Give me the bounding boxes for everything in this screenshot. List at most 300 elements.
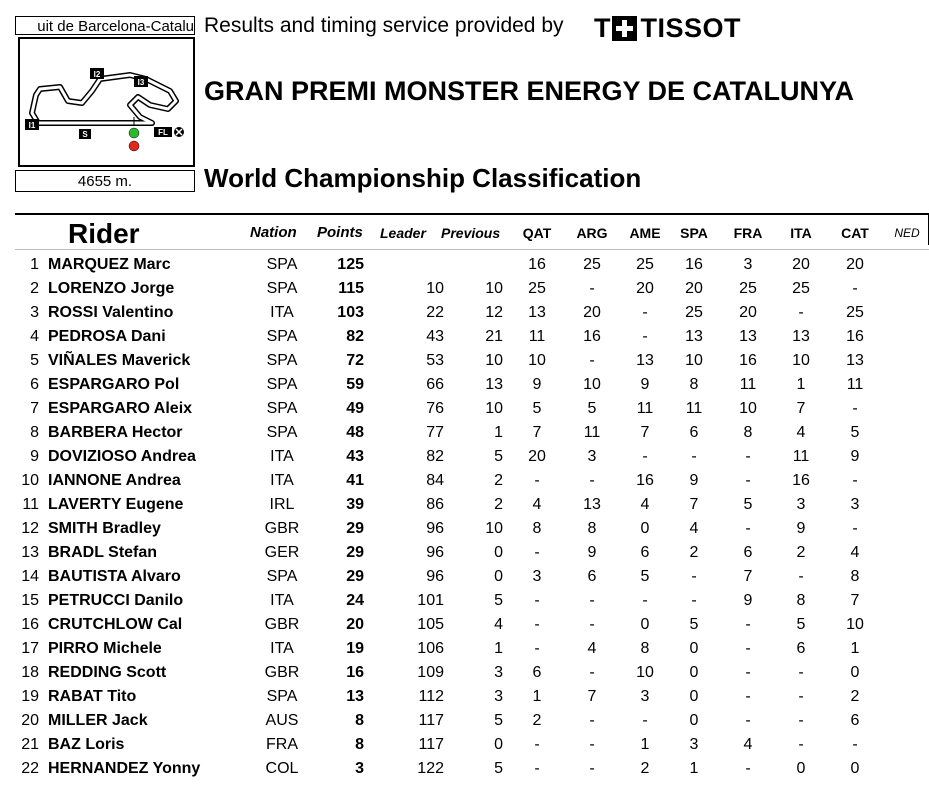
- race-ita-cell: 11: [792, 448, 810, 465]
- nation-cell: FRA: [266, 736, 298, 753]
- race-ame-cell: 5: [640, 568, 650, 585]
- nation-cell: ITA: [270, 640, 294, 657]
- svg-text:FL: FL: [158, 128, 168, 137]
- leader-gap-cell: 76: [426, 400, 444, 417]
- race-ned-cell: [885, 541, 929, 565]
- points-cell: 29: [346, 544, 364, 561]
- position-cell: 6: [30, 376, 39, 393]
- race-spa-cell: 6: [689, 424, 699, 441]
- race-fra-cell: 11: [739, 376, 757, 393]
- race-ita-cell: -: [798, 304, 804, 321]
- race-ita-cell: 13: [792, 328, 810, 345]
- race-ame-cell: -: [642, 304, 648, 321]
- points-cell: 82: [346, 328, 364, 345]
- previous-gap-cell: 10: [485, 520, 503, 537]
- race-spa-cell: -: [691, 448, 697, 465]
- red-light-icon: [129, 141, 139, 151]
- race-cat-cell: 10: [846, 616, 864, 633]
- table-row: [15, 613, 929, 637]
- points-cell: 29: [346, 568, 364, 585]
- race-ita-cell: -: [798, 736, 804, 753]
- race-spa-cell: 0: [689, 640, 699, 657]
- nation-cell: IRL: [269, 496, 295, 513]
- leader-gap-cell: 105: [417, 616, 444, 633]
- leader-gap-cell: 109: [417, 664, 444, 681]
- rider-name-cell: DOVIZIOSO Andrea: [48, 448, 196, 465]
- race-cat-cell: 4: [850, 544, 860, 561]
- previous-gap-cell: 0: [494, 736, 503, 753]
- race-spa-cell: -: [691, 568, 697, 585]
- race-cat-cell: -: [852, 280, 858, 297]
- race-fra-cell: 13: [739, 328, 757, 345]
- nation-cell: GER: [264, 544, 300, 561]
- start-marker: [79, 129, 91, 139]
- race-ned-cell: [885, 277, 929, 301]
- table-row: [15, 517, 929, 541]
- table-row: [15, 421, 929, 445]
- race-spa-cell: 3: [689, 736, 699, 753]
- race-ame-cell: 7: [640, 424, 650, 441]
- race-spa-cell: 0: [689, 688, 699, 705]
- nation-cell: SPA: [266, 568, 298, 585]
- race-qat-cell: -: [534, 592, 540, 609]
- leader-gap-cell: 84: [426, 472, 444, 489]
- leader-gap-cell: 96: [426, 520, 444, 537]
- race-arg-cell: 4: [587, 640, 597, 657]
- race-qat-cell: 4: [532, 496, 542, 513]
- position-cell: 9: [30, 448, 39, 465]
- table-row: [15, 709, 929, 733]
- race-ita-cell: 3: [796, 496, 806, 513]
- race-ita-cell: 2: [796, 544, 806, 561]
- race-ame-cell: 16: [636, 472, 654, 489]
- nation-cell: ITA: [270, 592, 294, 609]
- position-cell: 22: [21, 760, 39, 777]
- race-cat-cell: 2: [850, 688, 860, 705]
- race-spa-cell: 7: [689, 496, 699, 513]
- rider-name-cell: ROSSI Valentino: [48, 304, 174, 321]
- rider-name-cell: ESPARGARO Pol: [48, 376, 180, 393]
- race-ame-cell: 2: [640, 760, 650, 777]
- race-fra-cell: -: [745, 760, 751, 777]
- points-cell: 59: [346, 376, 364, 393]
- race-fra-cell: 6: [743, 544, 753, 561]
- race-ned-cell: [885, 661, 929, 685]
- table-row: [15, 757, 929, 781]
- header-nation: Nation: [250, 224, 297, 241]
- table-row: [15, 637, 929, 661]
- nation-cell: ITA: [270, 472, 294, 489]
- race-ame-cell: 9: [640, 376, 650, 393]
- race-arg-cell: 11: [583, 424, 601, 441]
- race-ita-cell: 5: [796, 616, 806, 633]
- points-cell: 8: [355, 736, 364, 753]
- nation-cell: GBR: [264, 616, 300, 633]
- points-cell: 115: [338, 280, 364, 297]
- rider-name-cell: BRADL Stefan: [48, 544, 158, 561]
- rider-name-cell: PIRRO Michele: [48, 640, 162, 657]
- previous-gap-cell: 0: [494, 568, 503, 585]
- position-cell: 1: [30, 256, 39, 273]
- points-cell: 48: [346, 424, 364, 441]
- sector-i3-marker: [134, 76, 148, 87]
- race-ned-cell: [885, 493, 929, 517]
- race-cat-cell: -: [852, 520, 858, 537]
- previous-gap-cell: 3: [494, 688, 503, 705]
- race-arg-cell: -: [589, 616, 595, 633]
- race-qat-cell: 20: [528, 448, 546, 465]
- table-row: [15, 589, 929, 613]
- nation-cell: ITA: [270, 448, 294, 465]
- race-qat-cell: -: [534, 544, 540, 561]
- race-fra-cell: 3: [743, 256, 753, 273]
- race-cat-cell: -: [852, 736, 858, 753]
- previous-gap-cell: 1: [494, 424, 503, 441]
- leader-gap-cell: 117: [418, 712, 444, 729]
- race-qat-cell: 25: [528, 280, 546, 297]
- race-qat-cell: 9: [532, 376, 542, 393]
- race-ned-cell: [885, 253, 929, 277]
- race-fra-cell: 7: [743, 568, 753, 585]
- table-row: [15, 469, 929, 493]
- rider-name-cell: VIÑALES Maverick: [48, 352, 191, 369]
- race-arg-cell: 10: [583, 376, 601, 393]
- circuit-map: [18, 37, 195, 167]
- race-ned-cell: [885, 325, 929, 349]
- race-spa-cell: 25: [685, 304, 703, 321]
- race-qat-cell: 2: [532, 712, 542, 729]
- position-cell: 20: [21, 712, 39, 729]
- rider-name-cell: LORENZO Jorge: [48, 280, 175, 297]
- race-arg-cell: 13: [583, 496, 601, 513]
- race-fra-cell: -: [745, 472, 751, 489]
- position-cell: 10: [21, 472, 39, 489]
- rider-name-cell: RABAT Tito: [48, 688, 137, 705]
- race-qat-cell: -: [534, 640, 540, 657]
- race-spa-cell: -: [691, 592, 697, 609]
- previous-gap-cell: 10: [485, 352, 503, 369]
- previous-gap-cell: 13: [485, 376, 503, 393]
- table-row: [15, 253, 929, 277]
- rider-name-cell: SMITH Bradley: [48, 520, 161, 537]
- race-cat-cell: 25: [846, 304, 864, 321]
- race-ned-cell: [885, 565, 929, 589]
- race-fra-cell: -: [745, 640, 751, 657]
- race-arg-cell: 3: [587, 448, 597, 465]
- sector-i2-marker: [90, 68, 104, 79]
- race-spa-cell: 9: [689, 472, 699, 489]
- race-ned-cell: [885, 301, 929, 325]
- race-ned-cell: [885, 421, 929, 445]
- table-header: [15, 213, 929, 250]
- nation-cell: SPA: [266, 376, 298, 393]
- race-arg-cell: 20: [583, 304, 601, 321]
- race-arg-cell: 6: [587, 568, 597, 585]
- rider-name-cell: REDDING Scott: [48, 664, 167, 681]
- race-spa-cell: 20: [685, 280, 703, 297]
- race-cat-cell: -: [852, 472, 858, 489]
- race-ame-cell: 6: [640, 544, 650, 561]
- race-arg-cell: 25: [583, 256, 601, 273]
- race-ame-cell: 25: [636, 256, 654, 273]
- header-points: Points: [317, 224, 363, 241]
- race-ita-cell: -: [798, 568, 804, 585]
- position-cell: 3: [30, 304, 39, 321]
- race-ned-cell: [885, 589, 929, 613]
- previous-gap-cell: 2: [494, 472, 503, 489]
- leader-gap-cell: 22: [426, 304, 444, 321]
- points-cell: 125: [337, 256, 364, 273]
- race-qat-cell: 11: [528, 328, 546, 345]
- race-cat-cell: 0: [850, 664, 860, 681]
- position-cell: 12: [21, 520, 39, 537]
- table-row: [15, 445, 929, 469]
- rider-name-cell: LAVERTY Eugene: [48, 496, 184, 513]
- race-qat-cell: 3: [532, 568, 542, 585]
- race-arg-cell: 16: [583, 328, 601, 345]
- race-spa-cell: 0: [689, 664, 699, 681]
- points-cell: 16: [346, 664, 364, 681]
- race-cat-cell: 5: [850, 424, 860, 441]
- table-row: [15, 493, 929, 517]
- leader-gap-cell: 96: [426, 568, 444, 585]
- leader-gap-cell: 86: [426, 496, 444, 513]
- standings-table: [15, 213, 929, 783]
- race-fra-cell: -: [745, 664, 751, 681]
- points-cell: 20: [346, 616, 364, 633]
- race-spa-cell: 11: [685, 400, 703, 417]
- nation-cell: SPA: [266, 688, 298, 705]
- race-fra-cell: -: [745, 712, 751, 729]
- previous-gap-cell: 21: [485, 328, 503, 345]
- points-cell: 3: [355, 760, 364, 777]
- swiss-cross-icon: [612, 16, 637, 41]
- race-ned-cell: [885, 517, 929, 541]
- previous-gap-cell: [455, 253, 503, 277]
- leader-gap-cell: 101: [417, 592, 444, 609]
- race-ned-cell: [885, 397, 929, 421]
- classification-title: World Championship Classification: [204, 163, 642, 193]
- leader-gap-cell: 66: [426, 376, 444, 393]
- leader-gap-cell: 96: [426, 544, 444, 561]
- points-cell: 19: [346, 640, 364, 657]
- race-ita-cell: -: [798, 688, 804, 705]
- rider-name-cell: PEDROSA Dani: [48, 328, 166, 345]
- event-title: GRAN PREMI MONSTER ENERGY DE CATALUNYA: [204, 76, 855, 106]
- position-cell: 19: [21, 688, 39, 705]
- tissot-logo: T TISSOT: [594, 12, 742, 43]
- nation-cell: SPA: [266, 424, 298, 441]
- leader-gap-cell: [385, 253, 444, 277]
- race-spa-cell: 0: [689, 712, 699, 729]
- race-ita-cell: 8: [796, 592, 806, 609]
- rider-name-cell: HERNANDEZ Yonny: [48, 760, 201, 777]
- circuit-layout-diagram: [20, 39, 193, 165]
- points-cell: 72: [346, 352, 364, 369]
- race-cat-cell: 11: [846, 376, 864, 393]
- race-fra-cell: 8: [743, 424, 753, 441]
- position-cell: 14: [21, 568, 39, 585]
- points-cell: 24: [346, 592, 364, 609]
- rider-name-cell: BAZ Loris: [48, 736, 125, 753]
- header-rider: Rider: [68, 218, 140, 249]
- race-arg-cell: 7: [587, 688, 597, 705]
- leader-gap-cell: 106: [417, 640, 444, 657]
- results-service-text: Results and timing service provided by: [204, 14, 564, 37]
- race-ame-cell: 0: [640, 616, 650, 633]
- race-ned-cell: [885, 469, 929, 493]
- green-light-icon: [129, 128, 139, 138]
- rider-name-cell: ESPARGARO Aleix: [48, 400, 193, 417]
- leader-gap-cell: 82: [426, 448, 444, 465]
- race-ned-cell: [885, 373, 929, 397]
- race-cat-cell: 7: [850, 592, 860, 609]
- race-arg-cell: 8: [587, 520, 597, 537]
- header-cat: CAT: [841, 225, 869, 241]
- race-fra-cell: -: [745, 616, 751, 633]
- race-ita-cell: 9: [796, 520, 806, 537]
- race-qat-cell: 7: [532, 424, 542, 441]
- previous-gap-cell: 10: [485, 400, 503, 417]
- race-ame-cell: -: [642, 448, 648, 465]
- race-qat-cell: 6: [532, 664, 542, 681]
- previous-gap-cell: 5: [494, 592, 503, 609]
- previous-gap-cell: 10: [485, 280, 503, 297]
- race-ame-cell: -: [642, 592, 648, 609]
- race-ame-cell: -: [642, 712, 648, 729]
- table-row: [15, 733, 929, 757]
- position-cell: 16: [21, 616, 39, 633]
- nation-cell: GBR: [264, 520, 300, 537]
- header-ned: NED: [894, 226, 920, 240]
- race-spa-cell: 4: [689, 520, 699, 537]
- header-qat: QAT: [522, 225, 552, 241]
- race-fra-cell: 25: [739, 280, 757, 297]
- position-cell: 5: [30, 352, 39, 369]
- race-ame-cell: 11: [636, 400, 654, 417]
- race-ita-cell: 16: [792, 472, 810, 489]
- points-cell: 13: [346, 688, 364, 705]
- race-ita-cell: 25: [792, 280, 810, 297]
- race-ame-cell: 8: [640, 640, 650, 657]
- leader-gap-cell: 117: [418, 736, 444, 753]
- race-ned-cell: [885, 637, 929, 661]
- race-arg-cell: -: [589, 472, 595, 489]
- race-ned-cell: [885, 349, 929, 373]
- nation-cell: AUS: [265, 712, 299, 729]
- race-ita-cell: 7: [796, 400, 806, 417]
- svg-text:S: S: [82, 130, 88, 139]
- position-cell: 13: [21, 544, 39, 561]
- rider-name-cell: IANNONE Andrea: [48, 472, 181, 489]
- leader-gap-cell: 112: [418, 688, 444, 705]
- leader-gap-cell: 53: [426, 352, 444, 369]
- nation-cell: SPA: [266, 280, 298, 297]
- race-fra-cell: 10: [739, 400, 757, 417]
- previous-gap-cell: 2: [494, 496, 503, 513]
- race-arg-cell: -: [589, 760, 595, 777]
- race-qat-cell: 8: [532, 520, 542, 537]
- race-ita-cell: 1: [796, 376, 806, 393]
- race-spa-cell: 1: [689, 760, 699, 777]
- race-arg-cell: -: [589, 352, 595, 369]
- leader-gap-cell: 43: [426, 328, 444, 345]
- rider-name-cell: CRUTCHLOW Cal: [48, 616, 183, 633]
- svg-text:I2: I2: [93, 70, 101, 79]
- race-arg-cell: -: [589, 736, 595, 753]
- table-row: [15, 349, 929, 373]
- table-row: [15, 397, 929, 421]
- rider-name-cell: MARQUEZ Marc: [48, 256, 171, 273]
- table-row: [15, 301, 929, 325]
- race-fra-cell: -: [745, 688, 751, 705]
- nation-cell: SPA: [266, 256, 298, 273]
- position-cell: 8: [30, 424, 39, 441]
- race-qat-cell: -: [534, 616, 540, 633]
- leader-gap-cell: 77: [426, 424, 444, 441]
- points-cell: 49: [346, 400, 364, 417]
- race-qat-cell: -: [534, 736, 540, 753]
- position-cell: 7: [30, 400, 39, 417]
- race-cat-cell: 8: [850, 568, 860, 585]
- header-ame: AME: [629, 225, 661, 241]
- race-ned-cell: [885, 733, 929, 757]
- race-ame-cell: -: [642, 328, 648, 345]
- svg-text:I1: I1: [28, 121, 36, 130]
- race-spa-cell: 13: [685, 328, 703, 345]
- previous-gap-cell: 5: [494, 448, 503, 465]
- previous-gap-cell: 12: [485, 304, 503, 321]
- race-ita-cell: -: [798, 664, 804, 681]
- nation-cell: SPA: [266, 400, 298, 417]
- race-ita-cell: -: [798, 712, 804, 729]
- race-qat-cell: -: [534, 472, 540, 489]
- previous-gap-cell: 4: [494, 616, 503, 633]
- race-arg-cell: -: [589, 280, 595, 297]
- race-ame-cell: 3: [640, 688, 650, 705]
- race-fra-cell: 5: [743, 496, 753, 513]
- position-cell: 15: [21, 592, 39, 609]
- header-ita: ITA: [790, 225, 812, 241]
- race-ame-cell: 20: [636, 280, 654, 297]
- points-cell: 103: [337, 304, 364, 321]
- race-spa-cell: 8: [689, 376, 699, 393]
- race-spa-cell: 2: [689, 544, 699, 561]
- svg-text:I3: I3: [137, 78, 145, 87]
- race-fra-cell: 16: [739, 352, 757, 369]
- position-cell: 21: [21, 736, 39, 753]
- race-cat-cell: 16: [846, 328, 864, 345]
- race-fra-cell: 4: [743, 736, 753, 753]
- rider-name-cell: PETRUCCI Danilo: [48, 592, 184, 609]
- position-cell: 4: [30, 328, 39, 345]
- rider-name-cell: BAUTISTA Alvaro: [48, 568, 181, 585]
- table-row: [15, 661, 929, 685]
- points-cell: 29: [346, 520, 364, 537]
- table-row: [15, 685, 929, 709]
- race-ned-cell: [885, 445, 929, 469]
- race-qat-cell: 5: [532, 400, 542, 417]
- position-cell: 2: [30, 280, 39, 297]
- race-cat-cell: 0: [850, 760, 860, 777]
- header-fra: FRA: [733, 225, 763, 241]
- position-cell: 18: [21, 664, 39, 681]
- table-row: [15, 373, 929, 397]
- race-qat-cell: 13: [528, 304, 546, 321]
- points-cell: 43: [346, 448, 364, 465]
- rider-name-cell: BARBERA Hector: [48, 424, 183, 441]
- previous-gap-cell: 3: [494, 664, 503, 681]
